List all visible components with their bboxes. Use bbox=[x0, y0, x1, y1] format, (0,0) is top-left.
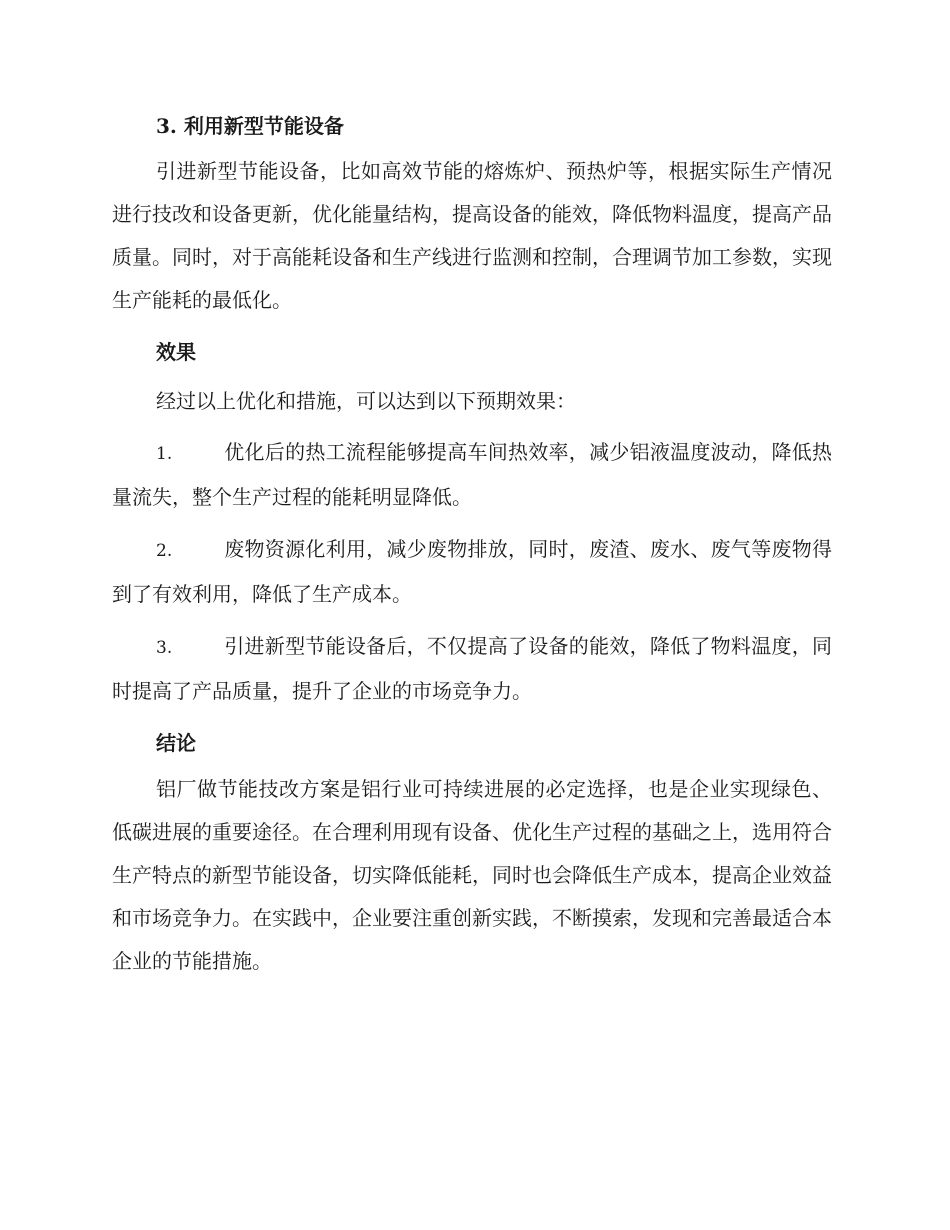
list-item-number: 1. bbox=[156, 444, 173, 464]
list-item-number: 2. bbox=[156, 541, 173, 561]
list-item bbox=[112, 528, 832, 616]
section-paragraph-conclusion: 铝厂做节能技改方案是铝行业可持续进展的必定选择，也是企业实现绿色、低碳进展的重要途径。在合理利用现有设备、优化生产过程的基础之上，选用符合生产特点的新型节能设备，切实降低能耗，同时也会降低生产成本，提高企业效益和市场竞争力。在实践中，企业要注重创新实践，不断摸索，发现和完善最适合本企业的节能措施。 bbox=[112, 777, 832, 973]
list-item-text: 引进新型节能设备后，不仅提高了设备的能效，降低了物料温度，同时提高了产品质量，提升了企业的市场竞争力。 bbox=[112, 634, 832, 703]
list-item bbox=[112, 625, 832, 713]
list-item-number: 3. bbox=[156, 638, 173, 658]
section-paragraph-effects: 经过以上优化和措施，可以达到以下预期效果： bbox=[156, 389, 576, 413]
section-heading-effects: 效果 bbox=[156, 340, 196, 364]
list-item bbox=[112, 431, 832, 519]
document-page bbox=[112, 110, 832, 983]
section-heading-equipment: 3. 利用新型节能设备 bbox=[156, 114, 344, 138]
list-item-text: 废物资源化利用，减少废物排放，同时，废渣、废水、废气等废物得到了有效利用，降低了生产成本。 bbox=[112, 537, 832, 606]
list-item-text: 优化后的热工流程能够提高车间热效率，减少铝液温度波动，降低热量流失，整个生产过程的能耗明显降低。 bbox=[112, 440, 832, 509]
section-heading-conclusion: 结论 bbox=[156, 731, 196, 755]
section-paragraph-equipment: 引进新型节能设备，比如高效节能的熔炼炉、预热炉等，根据实际生产情况进行技改和设备更新，优化能量结构，提高设备的能效，降低物料温度，提高产品质量。同时，对于高能耗设备和生产线进行监测和控制，合理调节加工参数，实现生产能耗的最低化。 bbox=[112, 159, 832, 312]
